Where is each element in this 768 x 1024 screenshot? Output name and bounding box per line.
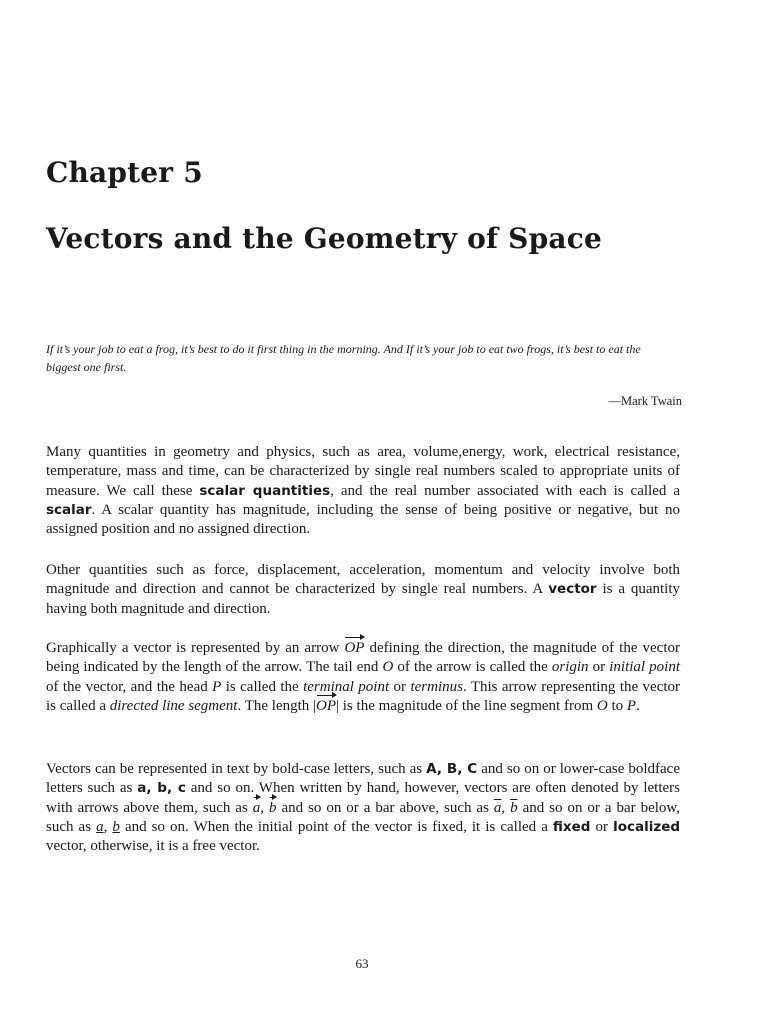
term-initial-point: initial point	[609, 659, 680, 676]
underbar-a: a	[96, 818, 104, 835]
epigraph-attribution: —Mark Twain	[608, 394, 682, 408]
term-directed-line-segment: directed line segment	[109, 697, 238, 714]
paragraph-notation: Vectors can be represented in text by bold-case letters, such as A, B, C and so on or lower-case boldface letters such as a, b, c and so on. When written by hand, however, vectors are often denoted by letters with arrows above them, such as a, b and so on or a bar above, such as $\overline{a}$, $\overline{b}$ and so on or a bar below, such as a, b and so on. When the initial point of the vector is fixed, it is called a fixed or localized vector, otherwise, it is a free vector.	[46, 761, 681, 855]
paragraph-scalars: Many quantities in geometry and physics, such as area, volume,energy, work, electrical resistance, temperature, mass and time, can be characterized by single real numbers scaled to appropriate units of measure. We call these scalar quantities, and the real number associated with each is called a scalar. A scalar quantity has magnitude, including the sense of being positive or negative, but no assigned position and no assigned direction.	[46, 444, 680, 538]
vector-op-arrow: OP	[344, 639, 364, 658]
term-fixed: fixed	[552, 818, 591, 835]
term-vector: vector	[548, 581, 597, 598]
term-terminus: terminus	[410, 678, 463, 695]
arrow-b: b	[269, 799, 277, 818]
epigraph-quote: If it’s your job to eat a frog, it’s best to do it first thing in the morning. And If it’s your job to eat two frogs, it’s best to eat the biggest one first.	[46, 342, 641, 374]
paragraph-graphical: Graphically a vector is represented by an arrow OP defining the direction, the magnitude of the vector being indicated by the length of the arrow. The tail end O of the arrow is called the origin or initial point of the vector, and the head P is called the terminal point or terminus. This arrow representing the vector is called a directed line segment. The length |OP| is the magnitude of the line segment from O to P.	[46, 639, 680, 716]
page-number: 63	[355, 956, 369, 971]
term-scalar: scalar	[46, 501, 92, 518]
term-origin: origin	[551, 659, 589, 676]
vector-op-length: OP	[316, 697, 336, 716]
arrow-a: a	[253, 799, 261, 818]
term-terminal-point: terminal point	[303, 678, 390, 695]
bar-b: $\overline{b}$	[510, 799, 518, 816]
chapter-title: Vectors and the Geometry of Space	[46, 222, 602, 255]
bold-uppercase-examples: A, B, C	[426, 761, 478, 777]
page	[46, 0, 682, 1024]
chapter-label: Chapter 5	[46, 156, 203, 189]
paragraph-vectors: Other quantities such as force, displacement, acceleration, momentum and velocity involve both magnitude and direction and cannot be characterized by single real numbers. A vector is a quantity having both magnitude and direction.	[46, 562, 680, 617]
term-scalar-quantities: scalar quantities	[199, 482, 331, 499]
underbar-b: b	[112, 818, 120, 835]
bold-lowercase-examples: a, b, c	[137, 780, 186, 797]
bar-a: $\overline{a}$	[493, 799, 502, 816]
term-localized: localized	[613, 818, 681, 835]
